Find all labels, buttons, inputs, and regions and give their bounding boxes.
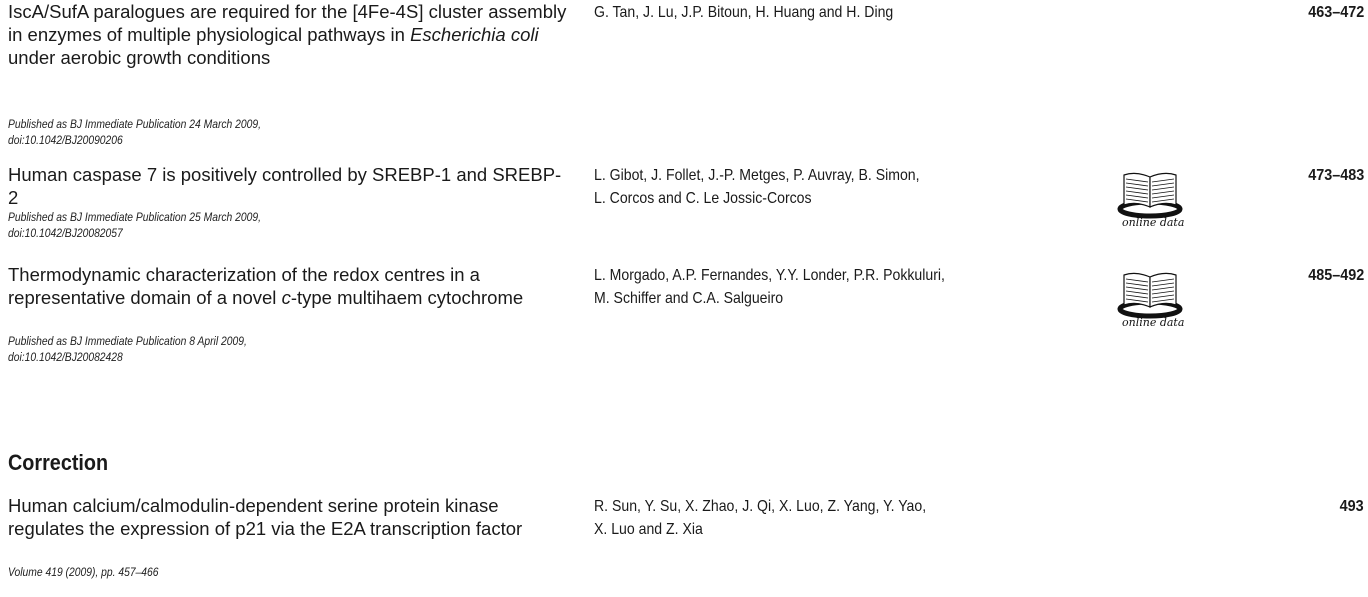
article-authors: L. Morgado, A.P. Fernandes, Y.Y. Londer, P.R. Pokkuluri, M. Schiffer and C.A. Salgueiro xyxy=(594,267,945,307)
article-title[interactable]: IscA/SufA paralogues are required for the [4Fe-4S] cluster assembly in enzymes of multiple physiological pathways in Escherichia coli under aerobic growth conditions xyxy=(8,1,567,68)
article-authors: R. Sun, Y. Su, X. Zhao, J. Qi, X. Luo, Z. Yang, Y. Yao, X. Luo and Z. Xia xyxy=(594,498,927,538)
publication-note: Published as BJ Immediate Publication 8 April 2009, doi:10.1042/BJ20082428 xyxy=(8,334,247,364)
publication-note: Published as BJ Immediate Publication 25 March 2009, doi:10.1042/BJ20082057 xyxy=(8,210,261,240)
online-data-book-icon xyxy=(1112,269,1242,329)
badge-label: online data xyxy=(1122,216,1185,229)
publication-note: Volume 419 (2009), pp. 457–466 xyxy=(8,565,159,579)
article-title[interactable]: Human calcium/calmodulin-dependent serine protein kinase regulates the expression of p21 via the E2A transcription factor xyxy=(8,495,523,539)
page-range: 485–492 xyxy=(1307,267,1364,284)
online-data-book-icon xyxy=(1112,169,1242,229)
article-authors: G. Tan, J. Lu, J.P. Bitoun, H. Huang and H. Ding xyxy=(594,4,894,21)
article-authors: L. Gibot, J. Follet, J.-P. Metges, P. Auvray, B. Simon, L. Corcos and C. Le Jossic-Corcos xyxy=(594,167,920,207)
article-title[interactable]: Thermodynamic characterization of the redox centres in a representative domain of a novel c-type multihaem cytochrome xyxy=(8,264,524,308)
publication-note: Published as BJ Immediate Publication 24 March 2009, doi:10.1042/BJ20090206 xyxy=(8,117,261,147)
badge-label: online data xyxy=(1122,316,1185,329)
page-range: 473–483 xyxy=(1307,167,1364,184)
page-range: 463–472 xyxy=(1307,4,1364,21)
page-range: 493 xyxy=(1339,498,1364,515)
article-title[interactable]: Human caspase 7 is positively controlled by SREBP-1 and SREBP-2 xyxy=(8,164,562,208)
online-data-badge[interactable] xyxy=(1112,169,1242,229)
section-heading-correction: Correction xyxy=(8,450,109,475)
online-data-badge[interactable] xyxy=(1112,269,1242,329)
